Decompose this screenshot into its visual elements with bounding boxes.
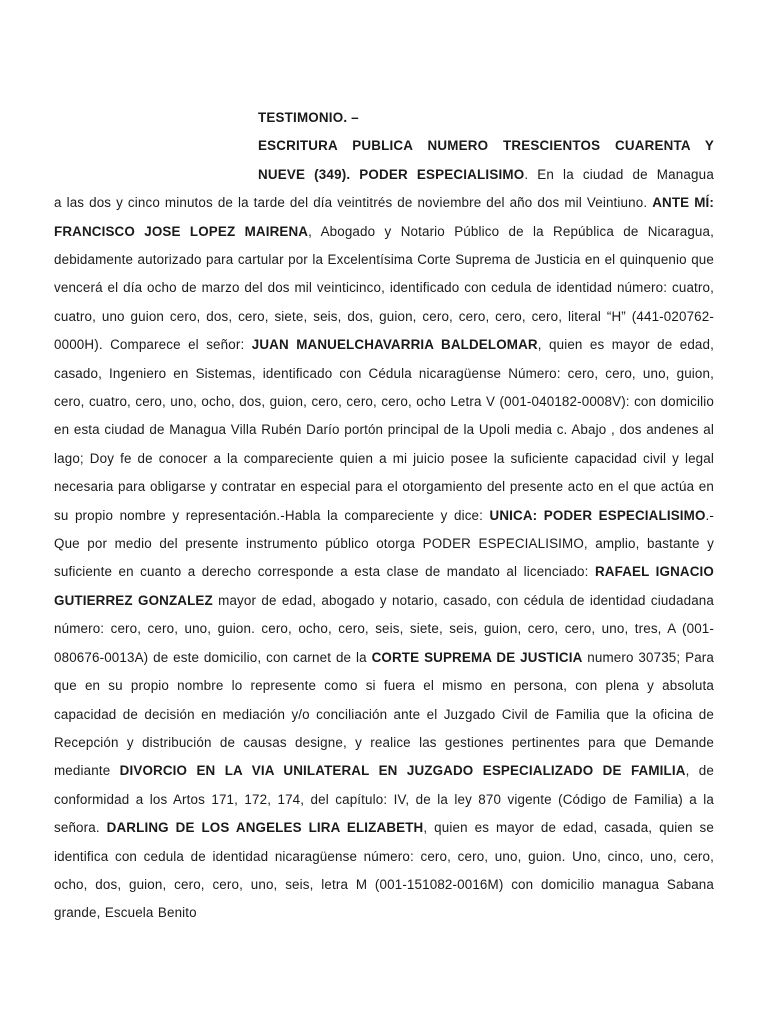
- text-segment: .-Que por medio del presente instrumento público otorga PODER ESPECIALISIMO, amplio, bastante y suficiente en cuanto a derecho corresponde a esta clase de mandato al licenciado:: [54, 507, 715, 580]
- text-segment: , quien es mayor de edad, casado, Ingeniero en Sistemas, identificado con Cédula nicaragüense Número: cero, cero, uno, guion, cero, cuatro, cero, uno, ocho, dos, guion, cero, cero, cero, ocho Letra V (001-040182-0008V): con domicilio en esta ciudad de Managua Villa Rubén Darío portón principal de la Upoli media c. Abajo , dos andenes al lago; Doy fe de conocer a la compareciente quien a mi juicio posee la suficiente capacidad civil y legal necesaria para obligarse y contratar en especial para el otorgamiento del presente acto en el que actúa en su propio nombre y representación.-Habla la compareciente y dice:: [54, 337, 714, 523]
- text-segment: , de conformidad a los Artos 171, 172, 174, del capítulo: IV, de la ley 870 vigente (Código de Familia) a la señora.: [54, 763, 714, 836]
- document-title: TESTIMONIO. –: [258, 110, 359, 125]
- notary-name: ANTE MÍ: FRANCISCO JOSE LOPEZ MAIRENA: [54, 195, 714, 239]
- deed-heading-continuation: . En la ciudad de Managua: [524, 166, 714, 182]
- text-segment: a las dos y cinco minutos de la tarde del día veintitrés de noviembre del año dos mil Veintiuno.: [54, 195, 653, 211]
- text-segment: mayor de edad, abogado y notario, casado, con cédula de identidad ciudadana número: cero, cero, uno, guion. cero, ocho, cero, seis, siete, seis, guion, cero, cero, uno, tres, A (001-080676-0013A) de este domicilio, con carnet de la: [54, 592, 715, 665]
- text-segment: numero 30735; Para que en su propio nombre lo represente como si fuera el mismo en persona, con plena y absoluta capacidad de decisión en mediación y/o conciliación ante el Juzgado Civil de Familia que la oficina de Recepción y distribución de causas designe, y realice las gestiones pertinentes para que Demande mediante: [54, 649, 715, 779]
- deed-number-bold: NUEVE (349). PODER ESPECIALISIMO: [258, 166, 525, 182]
- text-segment: , quien es mayor de edad, casada, quien se identifica con cedula de identidad nicaragüense número: cero, cero, uno, guion. Uno, cinco, uno, cero, ocho, dos, guion, cero, cero, uno, seis, letra M (001-151082-0016M) con domicilio managua Sabana grande, Escuela Benito: [54, 820, 714, 921]
- action-title: DIVORCIO EN LA VIA UNILATERAL EN JUZGADO ESPECIALIZADO DE FAMILIA: [119, 763, 686, 779]
- clause-title: UNICA: PODER ESPECIALISIMO: [489, 507, 706, 523]
- deed-body-paragraph: [54, 189, 714, 928]
- text-segment: , Abogado y Notario Público de la República de Nicaragua, debidamente autorizado para cartular por la Excelentísima Corte Suprema de Justicia en el quinquenio que vencerá el día ocho de marzo del dos mil veinticinco, identificado con cedula de identidad número: cuatro, cuatro, uno guion cero, dos, cero, siete, seis, dos, guion, cero, cero, cero, cero, literal “H” (441-020762-0000H). Comparece el señor:: [54, 223, 714, 353]
- deed-heading-line-2: [258, 161, 714, 189]
- respondent-name: DARLING DE LOS ANGELES LIRA ELIZABETH: [106, 820, 424, 836]
- grantor-name: JUAN MANUELCHAVARRIA BALDELOMAR: [251, 337, 538, 353]
- deed-heading-line-1: ESCRITURA PUBLICA NUMERO TRESCIENTOS CUARENTA Y: [258, 138, 714, 154]
- court-name: CORTE SUPREMA DE JUSTICIA: [371, 649, 583, 665]
- attorney-name: RAFAEL IGNACIO GUTIERREZ GONZALEZ: [54, 564, 714, 608]
